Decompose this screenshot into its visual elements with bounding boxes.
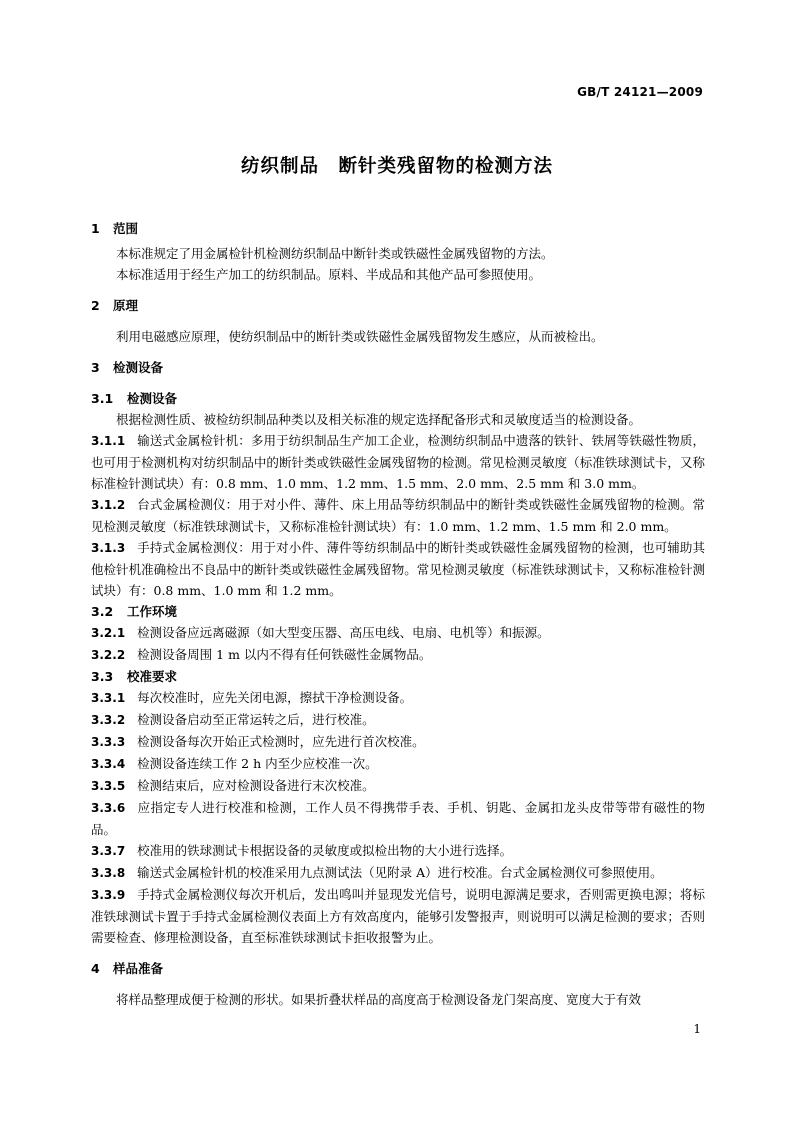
subsection-title: 校准要求 — [127, 669, 178, 684]
document-title: 纺织制品 断针类残留物的检测方法 — [240, 156, 553, 177]
clause-3-3-7 — [91, 840, 705, 862]
paragraph: 根据检测性质、被检纺织制品种类以及相关标准的规定选择配备形式和灵敏度适当的检测设备。 — [116, 412, 642, 427]
clause-number: 3.2.1 — [91, 626, 126, 640]
clause-3-3-9 — [91, 884, 705, 948]
clause-number: 3.3.1 — [91, 691, 126, 705]
clause-3-3-4 — [91, 753, 705, 775]
paragraph: 将样品整理成便于检测的形状。如果折叠状样品的高度高于检测设备龙门架高度、宽度大于有效 — [116, 992, 642, 1007]
section-number: 2 — [91, 298, 100, 313]
section-heading-4 — [91, 954, 705, 983]
subsection-number: 3.1 — [91, 391, 114, 406]
section-title: 范围 — [113, 221, 139, 236]
clause-number: 3.3.9 — [91, 888, 126, 902]
document-body — [91, 214, 705, 1010]
clause-3-2-1 — [91, 622, 705, 644]
subsection-heading-3-1 — [91, 388, 705, 409]
subsection-title: 工作环境 — [127, 604, 178, 619]
clause-3-3-1 — [91, 687, 705, 709]
section-number: 4 — [91, 961, 100, 976]
subsection-number: 3.3 — [91, 669, 114, 684]
clause-number: 3.3.3 — [91, 735, 126, 749]
section-title: 样品准备 — [113, 961, 164, 976]
section-title: 检测设备 — [113, 360, 164, 375]
clause-text: 输送式金属检针机：多用于纺织制品生产加工企业，检测纺织制品中遗落的铁针、铁屑等铁磁性物质，也可用于检测机构对纺织制品中的断针类或铁磁性金属残留物的检测。常见检测灵敏度（标准铁球测试卡，又称标准检针测试块）有：0.8 mm、1.0 mm、1.2 mm、1.5 mm、2.0 mm、2.5 mm 和 3.0 mm。 — [91, 433, 705, 491]
paragraph: 本标准适用于经生产加工的纺织制品。原料、半成品和其他产品可参照使用。 — [116, 267, 542, 282]
clause-number: 3.3.5 — [91, 779, 126, 793]
clause-number: 3.3.6 — [91, 801, 126, 815]
clause-3-2-2 — [91, 644, 705, 666]
clause-number: 3.2.2 — [91, 648, 126, 662]
clause-3-3-2 — [91, 709, 705, 731]
page-number: 1 — [693, 1022, 701, 1036]
clause-3-3-3 — [91, 731, 705, 753]
standard-code: GB/T 24121—2009 — [577, 85, 703, 99]
section-heading-2 — [91, 291, 705, 320]
clause-text: 手持式金属检测仪：用于对小件、薄件等纺织制品中的断针类或铁磁性金属残留物的检测，也可辅助其他检针机准确检出不良品中的断针类或铁磁性金属残留物。常见检测灵敏度（标准铁球测试卡，又称标准检针测试块）有：0.8 mm、1.0 mm 和 1.2 mm。 — [91, 540, 705, 598]
clause-number: 3.1.3 — [91, 541, 126, 555]
clause-text: 校准用的铁球测试卡根据设备的灵敏度或拟检出物的大小进行选择。 — [137, 843, 513, 858]
clause-3-1-3 — [91, 537, 705, 601]
clause-text: 每次校准时，应先关闭电源，擦拭干净检测设备。 — [137, 690, 413, 705]
clause-number: 3.3.7 — [91, 844, 126, 858]
clause-text: 检测设备每次开始正式检测时，应先进行首次校准。 — [137, 734, 425, 749]
clause-text: 输送式金属检针机的校准采用九点测试法（见附录 A）进行校准。台式金属检测仪可参照使用。 — [137, 865, 663, 880]
paragraph: 本标准规定了用金属检针机检测纺织制品中断针类或铁磁性金属残留物的方法。 — [116, 246, 554, 261]
clause-3-1-2 — [91, 494, 705, 537]
clause-text: 检测设备应远离磁源（如大型变压器、高压电线、电扇、电机等）和振源。 — [137, 625, 550, 640]
clause-text: 检测结束后，应对检测设备进行末次校准。 — [137, 778, 375, 793]
clause-3-3-6 — [91, 797, 705, 840]
clause-number: 3.3.4 — [91, 757, 126, 771]
clause-3-1-1 — [91, 430, 705, 494]
subsection-heading-3-3 — [91, 666, 705, 687]
clause-text: 检测设备启动至正常运转之后，进行校准。 — [137, 712, 375, 727]
clause-text: 手持式金属检测仪每次开机后，发出鸣叫并显现发光信号，说明电源满足要求，否则需更换电源；将标准铁球测试卡置于手持式金属检测仪表面上方有效高度内，能够引发警报声，则说明可以满足检测的要求；否则需要检查、修理检测设备，直至标准铁球测试卡拒收报警为止。 — [91, 887, 705, 945]
clause-text: 检测设备连续工作 2 h 内至少应校准一次。 — [137, 756, 378, 771]
clause-number: 3.3.2 — [91, 713, 126, 727]
clause-text: 应指定专人进行校准和检测，工作人员不得携带手表、手机、钥匙、金属扣龙头皮带等带有磁性的物品。 — [91, 800, 705, 837]
subsection-title: 检测设备 — [127, 391, 178, 406]
clause-text: 台式金属检测仪：用于对小件、薄件、床上用品等纺织制品中的断针类或铁磁性金属残留物的检测。常见检测灵敏度（标准铁球测试卡，又称标准检针测试块）有：1.0 mm、1.2 mm、1.5 mm 和 2.0 mm。 — [91, 497, 705, 534]
clause-3-3-5 — [91, 775, 705, 797]
subsection-number: 3.2 — [91, 604, 114, 619]
subsection-heading-3-2 — [91, 601, 705, 622]
paragraph: 利用电磁感应原理，使纺织制品中的断针类或铁磁性金属残留物发生感应，从而被检出。 — [116, 329, 604, 344]
clause-number: 3.3.8 — [91, 866, 126, 880]
clause-number: 3.1.1 — [91, 434, 126, 448]
section-number: 1 — [91, 221, 100, 236]
section-heading-3 — [91, 353, 705, 382]
section-title: 原理 — [113, 298, 139, 313]
clause-3-3-8 — [91, 862, 705, 884]
section-number: 3 — [91, 360, 100, 375]
section-heading-1 — [91, 214, 705, 243]
clause-number: 3.1.2 — [91, 498, 126, 512]
clause-text: 检测设备周围 1 m 以内不得有任何铁磁性金属物品。 — [137, 647, 432, 662]
